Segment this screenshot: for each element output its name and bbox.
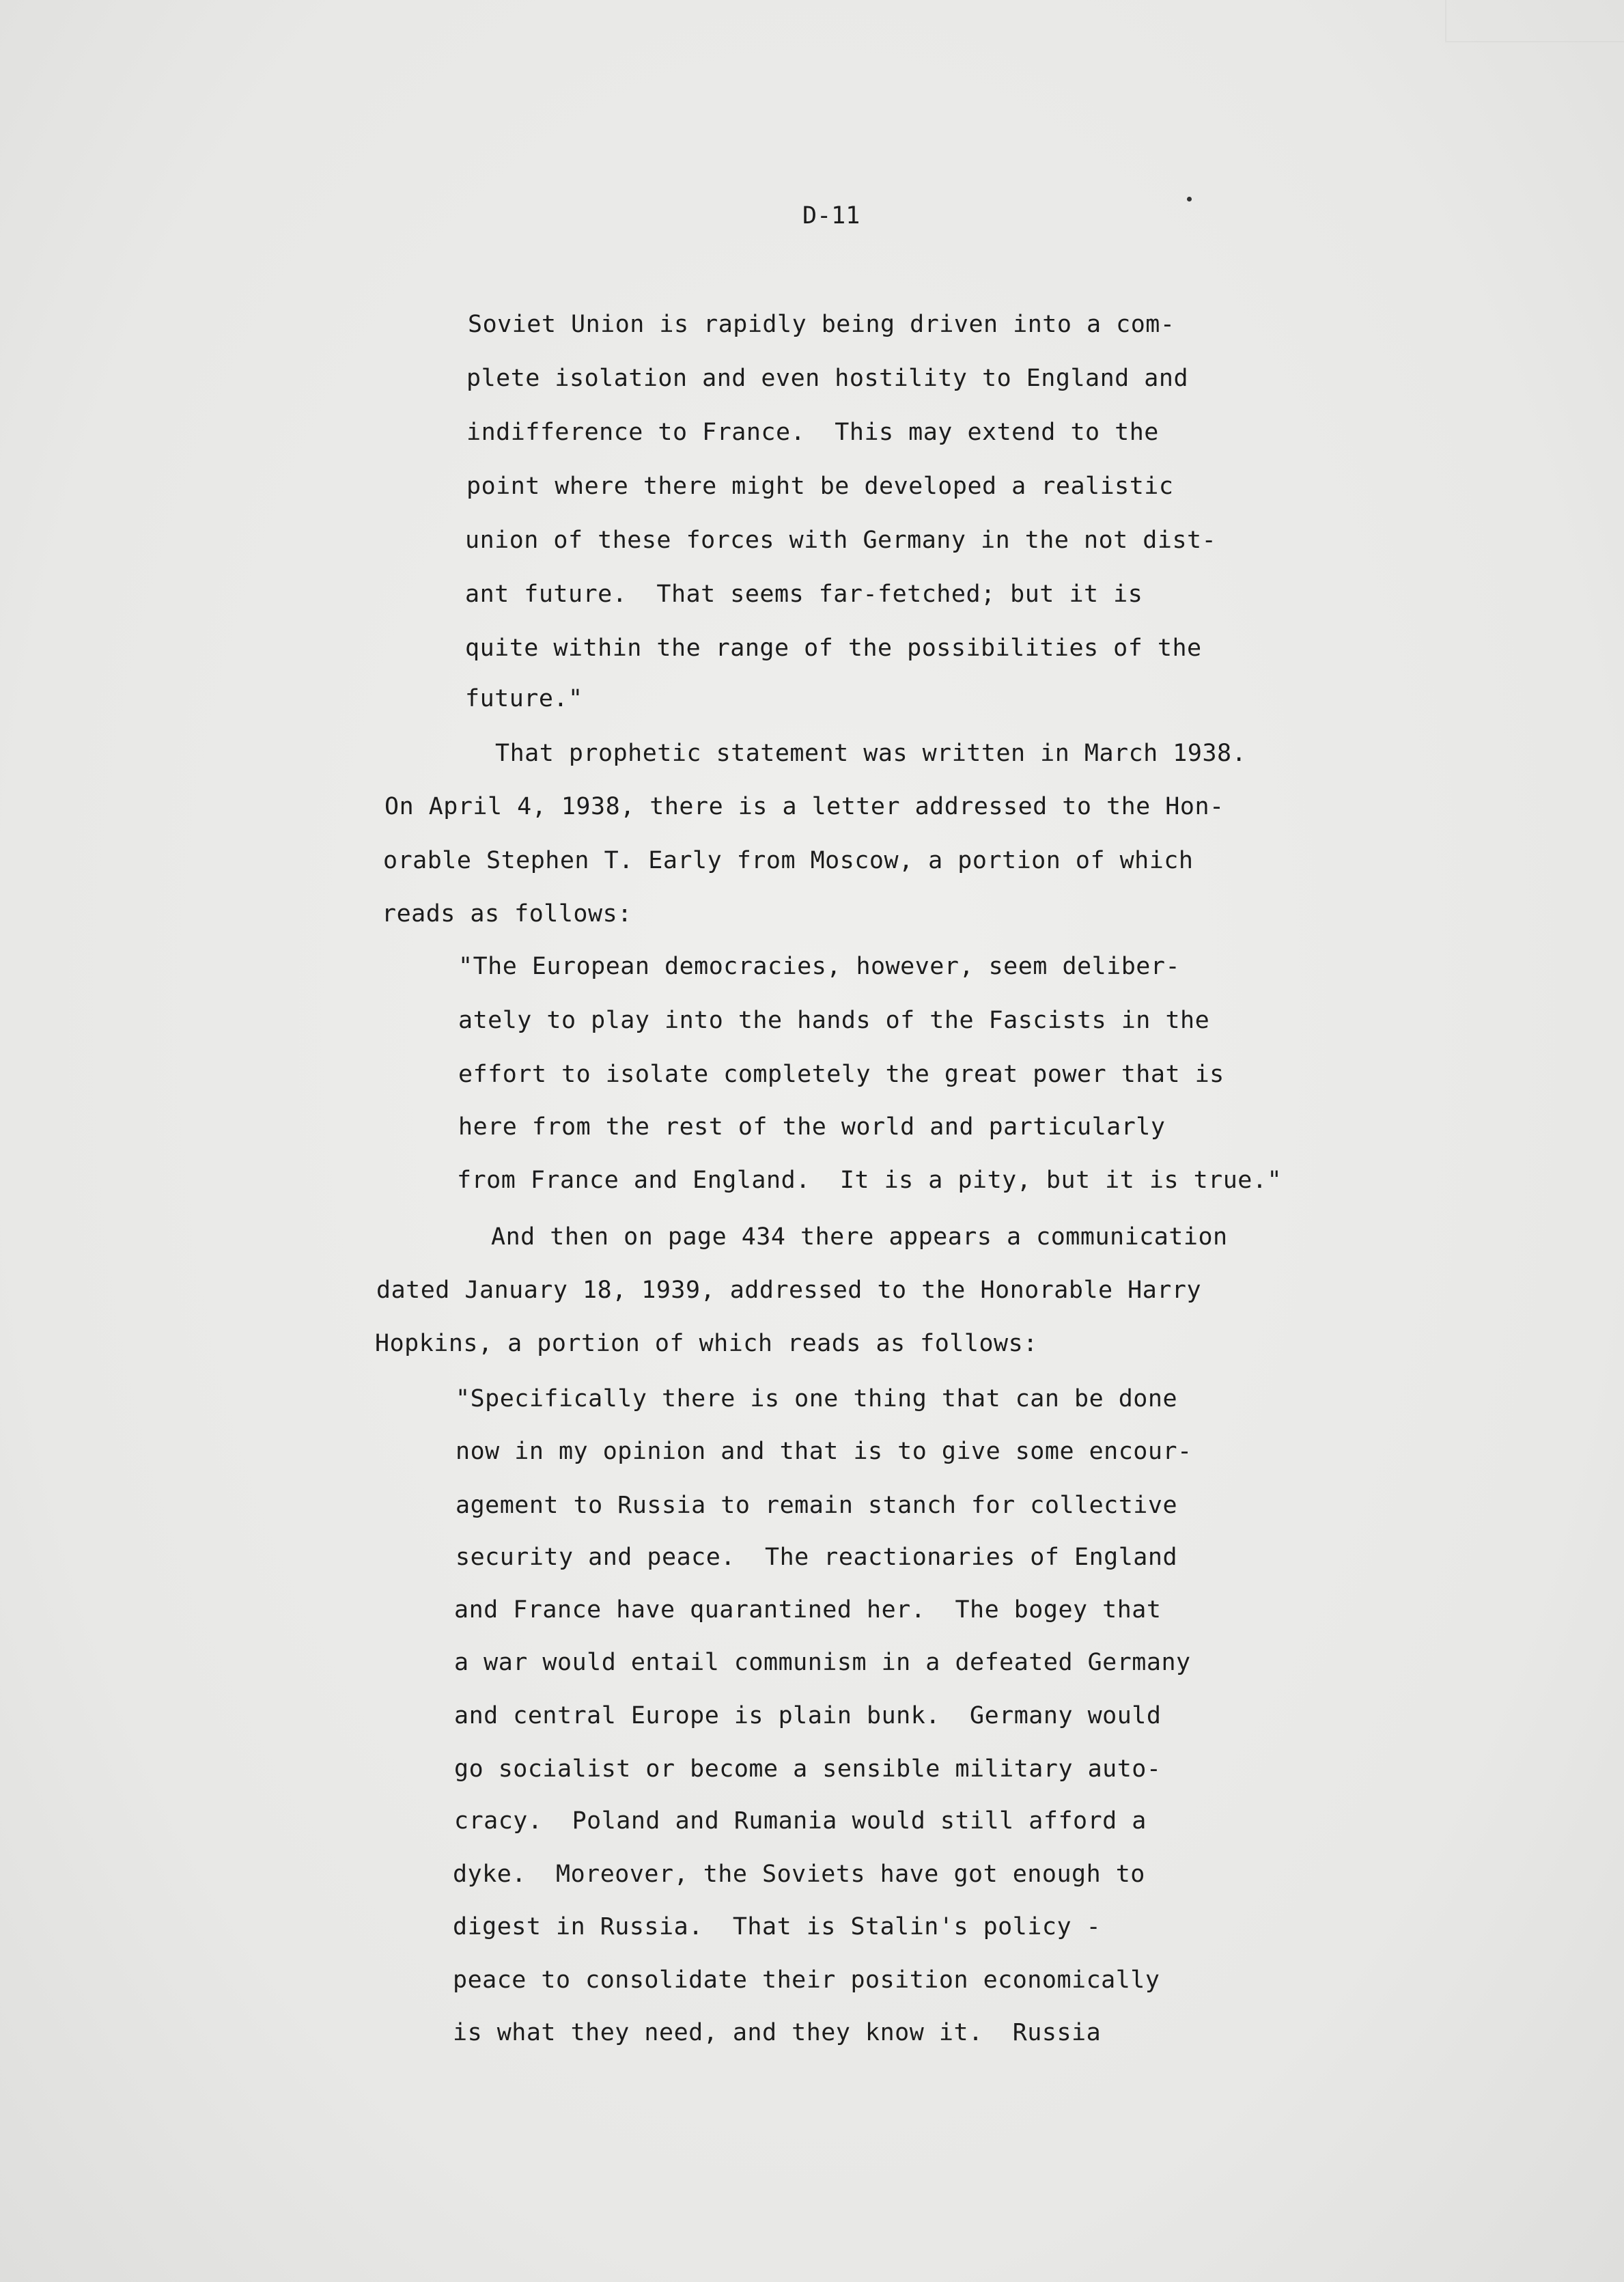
text-line: effort to isolate completely the great power that is <box>458 1061 1224 1088</box>
text-line: ately to play into the hands of the Fascists in the <box>458 1007 1210 1034</box>
text-line: plete isolation and even hostility to England and <box>466 365 1189 392</box>
text-line: reads as follows: <box>382 900 632 928</box>
text-line: and central Europe is plain bunk. Germany would <box>454 1702 1162 1729</box>
ink-speck <box>1187 197 1192 201</box>
text-line: now in my opinion and that is to give some encour- <box>456 1438 1192 1465</box>
text-line: Hopkins, a portion of which reads as follows: <box>375 1330 1038 1357</box>
text-line: digest in Russia. That is Stalin's policy - <box>453 1913 1102 1940</box>
page-corner-shadow <box>1445 0 1624 42</box>
text-line: union of these forces with Germany in the not dist- <box>465 527 1217 554</box>
text-line: On April 4, 1938, there is a letter addressed to the Hon- <box>384 793 1224 820</box>
text-line: cracy. Poland and Rumania would still afford a <box>454 1807 1147 1835</box>
text-line: go socialist or become a sensible military auto- <box>454 1755 1162 1783</box>
text-line: That prophetic statement was written in March 1938. <box>495 740 1247 767</box>
text-line: And then on page 434 there appears a communication <box>491 1223 1228 1251</box>
text-line: ant future. That seems far-fetched; but it is <box>465 581 1143 608</box>
text-line: agement to Russia to remain stanch for collective <box>456 1492 1178 1519</box>
text-line: from France and England. It is a pity, but it is true." <box>457 1167 1283 1194</box>
text-line: dated January 18, 1939, addressed to the Honorable Harry <box>376 1277 1202 1304</box>
text-line: "Specifically there is one thing that can be done <box>456 1385 1178 1413</box>
text-line: is what they need, and they know it. Russia <box>453 2019 1102 2046</box>
text-line: indifference to France. This may extend to the <box>466 419 1159 446</box>
text-line: orable Stephen T. Early from Moscow, a portion of which <box>383 847 1194 874</box>
text-line: here from the rest of the world and particularly <box>458 1113 1166 1141</box>
page-number: D-11 <box>802 202 860 229</box>
text-line: future." <box>465 685 583 712</box>
text-line: dyke. Moreover, the Soviets have got enough to <box>453 1861 1145 1888</box>
text-line: "The European democracies, however, seem deliber- <box>458 953 1181 980</box>
text-line: and France have quarantined her. The bogey that <box>454 1596 1162 1624</box>
text-line: quite within the range of the possibilities of the <box>465 635 1202 662</box>
text-line: Soviet Union is rapidly being driven into a com- <box>468 311 1175 338</box>
text-line: a war would entail communism in a defeated Germany <box>454 1649 1191 1676</box>
text-line: peace to consolidate their position economically <box>453 1966 1160 1994</box>
text-line: security and peace. The reactionaries of England <box>456 1544 1178 1571</box>
text-line: point where there might be developed a realistic <box>466 473 1174 500</box>
